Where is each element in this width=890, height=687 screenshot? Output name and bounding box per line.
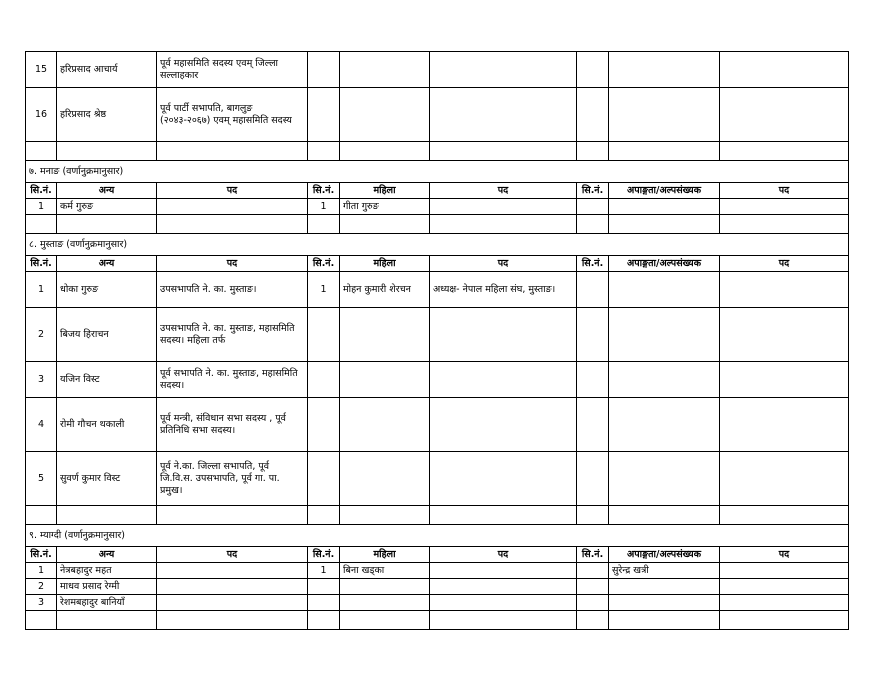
empty-cell	[720, 506, 849, 525]
empty-cell	[26, 142, 57, 161]
empty-cell	[609, 52, 720, 88]
post-cell	[157, 579, 308, 595]
empty-cell	[308, 142, 340, 161]
minority-post-cell	[720, 595, 849, 611]
name-cell: माधव प्रसाद रेग्मी	[57, 579, 157, 595]
post-cell	[157, 563, 308, 579]
post-cell	[157, 595, 308, 611]
empty-cell	[577, 506, 609, 525]
empty-cell	[57, 506, 157, 525]
minority-post-cell	[720, 579, 849, 595]
table-row	[26, 595, 849, 611]
name-cell: रेशमबहादुर बानियाँ	[57, 595, 157, 611]
empty-cell	[577, 52, 609, 88]
name-cell: रोमी गौचन थकाली	[57, 398, 157, 452]
minority-serial-cell	[577, 199, 609, 215]
table-row	[26, 308, 849, 362]
minority-serial-cell	[577, 563, 609, 579]
minority-name-cell	[609, 595, 720, 611]
empty-cell	[577, 611, 609, 630]
minority-serial-cell	[577, 579, 609, 595]
women-serial-cell: 1	[308, 563, 340, 579]
name-cell: कर्म गुरुङ	[57, 199, 157, 215]
empty-cell	[577, 215, 609, 234]
empty-cell	[720, 215, 849, 234]
minority-post-cell	[720, 199, 849, 215]
serial-number-cell: 1	[26, 199, 57, 215]
table-row	[26, 398, 849, 452]
serial-header: सि.नं.	[26, 183, 57, 199]
empty-cell	[340, 142, 430, 161]
post-header: पद	[157, 256, 308, 272]
name-cell: हरिप्रसाद आचार्य	[57, 52, 157, 88]
empty-cell	[57, 611, 157, 630]
section-title-row	[26, 161, 849, 183]
table-row	[26, 199, 849, 215]
minority-post-cell	[720, 398, 849, 452]
empty-cell	[430, 611, 577, 630]
empty-cell	[609, 506, 720, 525]
empty-cell	[26, 506, 57, 525]
serial-number-cell: 2	[26, 308, 57, 362]
post-header: पद	[720, 547, 849, 563]
empty-cell	[26, 215, 57, 234]
empty-cell	[340, 506, 430, 525]
post-cell: उपसभापति ने. का. मुस्ताङ।	[157, 272, 308, 308]
post-cell: पूर्व सभापति ने. का. मुस्ताङ, महासमिति सदस्य।	[157, 362, 308, 398]
empty-cell	[308, 611, 340, 630]
post-cell: उपसभापति ने. का. मुस्ताङ, महासमिति सदस्य। महिला तर्फ	[157, 308, 308, 362]
serial-number-cell: 16	[26, 88, 57, 142]
minority-serial-cell	[577, 398, 609, 452]
serial-number-cell: 2	[26, 579, 57, 595]
empty-cell	[577, 88, 609, 142]
serial-header: सि.नं.	[26, 256, 57, 272]
women-name-cell	[340, 595, 430, 611]
women-serial-cell	[308, 308, 340, 362]
minority-serial-cell	[577, 308, 609, 362]
minority-header: अपाङ्गता/अल्पसंख्यक	[609, 547, 720, 563]
table-row	[26, 88, 849, 142]
minority-post-cell	[720, 362, 849, 398]
section-title-row	[26, 234, 849, 256]
women-post-cell	[430, 199, 577, 215]
column-header-row	[26, 256, 849, 272]
empty-cell	[308, 215, 340, 234]
name-cell: हरिप्रसाद श्रेष्ठ	[57, 88, 157, 142]
empty-cell	[340, 52, 430, 88]
serial-number-cell: 1	[26, 272, 57, 308]
post-header: पद	[430, 183, 577, 199]
others-header: अन्य	[57, 547, 157, 563]
women-post-cell: अध्यक्ष- नेपाल महिला संघ, मुस्ताङ।	[430, 272, 577, 308]
empty-cell	[430, 506, 577, 525]
table-row	[26, 452, 849, 506]
empty-cell	[308, 506, 340, 525]
women-serial-cell	[308, 579, 340, 595]
serial-number-cell: 3	[26, 595, 57, 611]
minority-name-cell	[609, 579, 720, 595]
empty-cell	[609, 215, 720, 234]
minority-name-cell	[609, 308, 720, 362]
minority-post-cell	[720, 308, 849, 362]
table-row	[26, 563, 849, 579]
women-name-cell: गीता गुरुङ	[340, 199, 430, 215]
spacer-row	[26, 611, 849, 630]
minority-post-cell	[720, 272, 849, 308]
minority-header: अपाङ्गता/अल्पसंख्यक	[609, 256, 720, 272]
empty-cell	[157, 215, 308, 234]
minority-post-cell	[720, 563, 849, 579]
serial-header: सि.नं.	[308, 183, 340, 199]
serial-header: सि.नं.	[308, 547, 340, 563]
column-header-row	[26, 547, 849, 563]
women-serial-cell	[308, 452, 340, 506]
women-name-cell	[340, 308, 430, 362]
table-row	[26, 272, 849, 308]
women-post-cell	[430, 398, 577, 452]
minority-serial-cell	[577, 452, 609, 506]
women-name-cell	[340, 452, 430, 506]
post-header: पद	[720, 256, 849, 272]
women-header: महिला	[340, 256, 430, 272]
minority-name-cell: सुरेन्द्र खत्री	[609, 563, 720, 579]
empty-cell	[57, 215, 157, 234]
minority-serial-cell	[577, 595, 609, 611]
name-cell: यजिन विस्ट	[57, 362, 157, 398]
name-cell: नेत्रबहादुर महत	[57, 563, 157, 579]
empty-cell	[430, 52, 577, 88]
serial-header: सि.नं.	[577, 183, 609, 199]
minority-name-cell	[609, 362, 720, 398]
minority-name-cell	[609, 398, 720, 452]
women-name-cell	[340, 579, 430, 595]
post-cell	[157, 199, 308, 215]
women-post-cell	[430, 362, 577, 398]
serial-header: सि.नं.	[577, 256, 609, 272]
section-title-row	[26, 525, 849, 547]
post-header: पद	[720, 183, 849, 199]
women-header: महिला	[340, 183, 430, 199]
empty-cell	[430, 142, 577, 161]
empty-cell	[157, 142, 308, 161]
section-title: ७. मनाङ (वर्णानुक्रमानुसार)	[26, 161, 849, 183]
post-header: पद	[157, 547, 308, 563]
table-body	[26, 52, 849, 630]
post-header: पद	[430, 256, 577, 272]
serial-header: सि.नं.	[308, 256, 340, 272]
others-header: अन्य	[57, 256, 157, 272]
nomination-sheet	[25, 51, 848, 630]
table-row	[26, 579, 849, 595]
empty-cell	[340, 215, 430, 234]
women-serial-cell	[308, 362, 340, 398]
post-cell: पूर्व महासमिति सदस्य एवम् जिल्ला सल्लाहकार	[157, 52, 308, 88]
minority-serial-cell	[577, 362, 609, 398]
women-post-cell	[430, 308, 577, 362]
women-name-cell: मोहन कुमारी शेरचन	[340, 272, 430, 308]
section-title: ९. म्याग्दी (वर्णानुक्रमानुसार)	[26, 525, 849, 547]
table-row	[26, 362, 849, 398]
empty-cell	[609, 611, 720, 630]
women-serial-cell	[308, 398, 340, 452]
empty-cell	[308, 52, 340, 88]
serial-header: सि.नं.	[577, 547, 609, 563]
column-header-row	[26, 183, 849, 199]
minority-header: अपाङ्गता/अल्पसंख्यक	[609, 183, 720, 199]
serial-number-cell: 15	[26, 52, 57, 88]
women-serial-cell: 1	[308, 272, 340, 308]
nominee-table	[25, 51, 849, 630]
serial-number-cell: 3	[26, 362, 57, 398]
empty-cell	[720, 611, 849, 630]
empty-cell	[340, 88, 430, 142]
post-header: पद	[430, 547, 577, 563]
empty-cell	[720, 142, 849, 161]
women-serial-cell	[308, 595, 340, 611]
minority-name-cell	[609, 452, 720, 506]
others-header: अन्य	[57, 183, 157, 199]
post-cell: पूर्व मन्त्री, संविधान सभा सदस्य , पूर्व प्रतिनिधि सभा सदस्य।	[157, 398, 308, 452]
empty-cell	[157, 506, 308, 525]
women-post-cell	[430, 452, 577, 506]
empty-cell	[157, 611, 308, 630]
table-row	[26, 52, 849, 88]
serial-number-cell: 1	[26, 563, 57, 579]
minority-post-cell	[720, 452, 849, 506]
minority-name-cell	[609, 272, 720, 308]
post-cell: पूर्व ने.का. जिल्ला सभापति, पूर्व जि.वि.स. उपसभापति, पूर्व गा. पा. प्रमुख।	[157, 452, 308, 506]
section-title: ८. मुस्ताङ (वर्णानुक्रमानुसार)	[26, 234, 849, 256]
women-name-cell	[340, 398, 430, 452]
women-name-cell	[340, 362, 430, 398]
women-header: महिला	[340, 547, 430, 563]
empty-cell	[577, 142, 609, 161]
minority-name-cell	[609, 199, 720, 215]
name-cell: धोका गुरुङ	[57, 272, 157, 308]
empty-cell	[430, 88, 577, 142]
serial-number-cell: 5	[26, 452, 57, 506]
post-cell: पूर्व पार्टी सभापति, बागलुङ (२०४३-२०६७) एवम् महासमिति सदस्य	[157, 88, 308, 142]
empty-cell	[720, 52, 849, 88]
empty-cell	[340, 611, 430, 630]
empty-cell	[609, 88, 720, 142]
name-cell: सुवर्ण कुमार विस्ट	[57, 452, 157, 506]
women-post-cell	[430, 563, 577, 579]
women-post-cell	[430, 579, 577, 595]
empty-cell	[609, 142, 720, 161]
name-cell: बिजय हिराचन	[57, 308, 157, 362]
minority-serial-cell	[577, 272, 609, 308]
women-serial-cell: 1	[308, 199, 340, 215]
women-post-cell	[430, 595, 577, 611]
spacer-row	[26, 506, 849, 525]
post-header: पद	[157, 183, 308, 199]
women-name-cell: बिना खड्का	[340, 563, 430, 579]
empty-cell	[308, 88, 340, 142]
empty-cell	[57, 142, 157, 161]
empty-cell	[26, 611, 57, 630]
serial-header: सि.नं.	[26, 547, 57, 563]
serial-number-cell: 4	[26, 398, 57, 452]
empty-cell	[720, 88, 849, 142]
spacer-row	[26, 142, 849, 161]
empty-cell	[430, 215, 577, 234]
spacer-row	[26, 215, 849, 234]
